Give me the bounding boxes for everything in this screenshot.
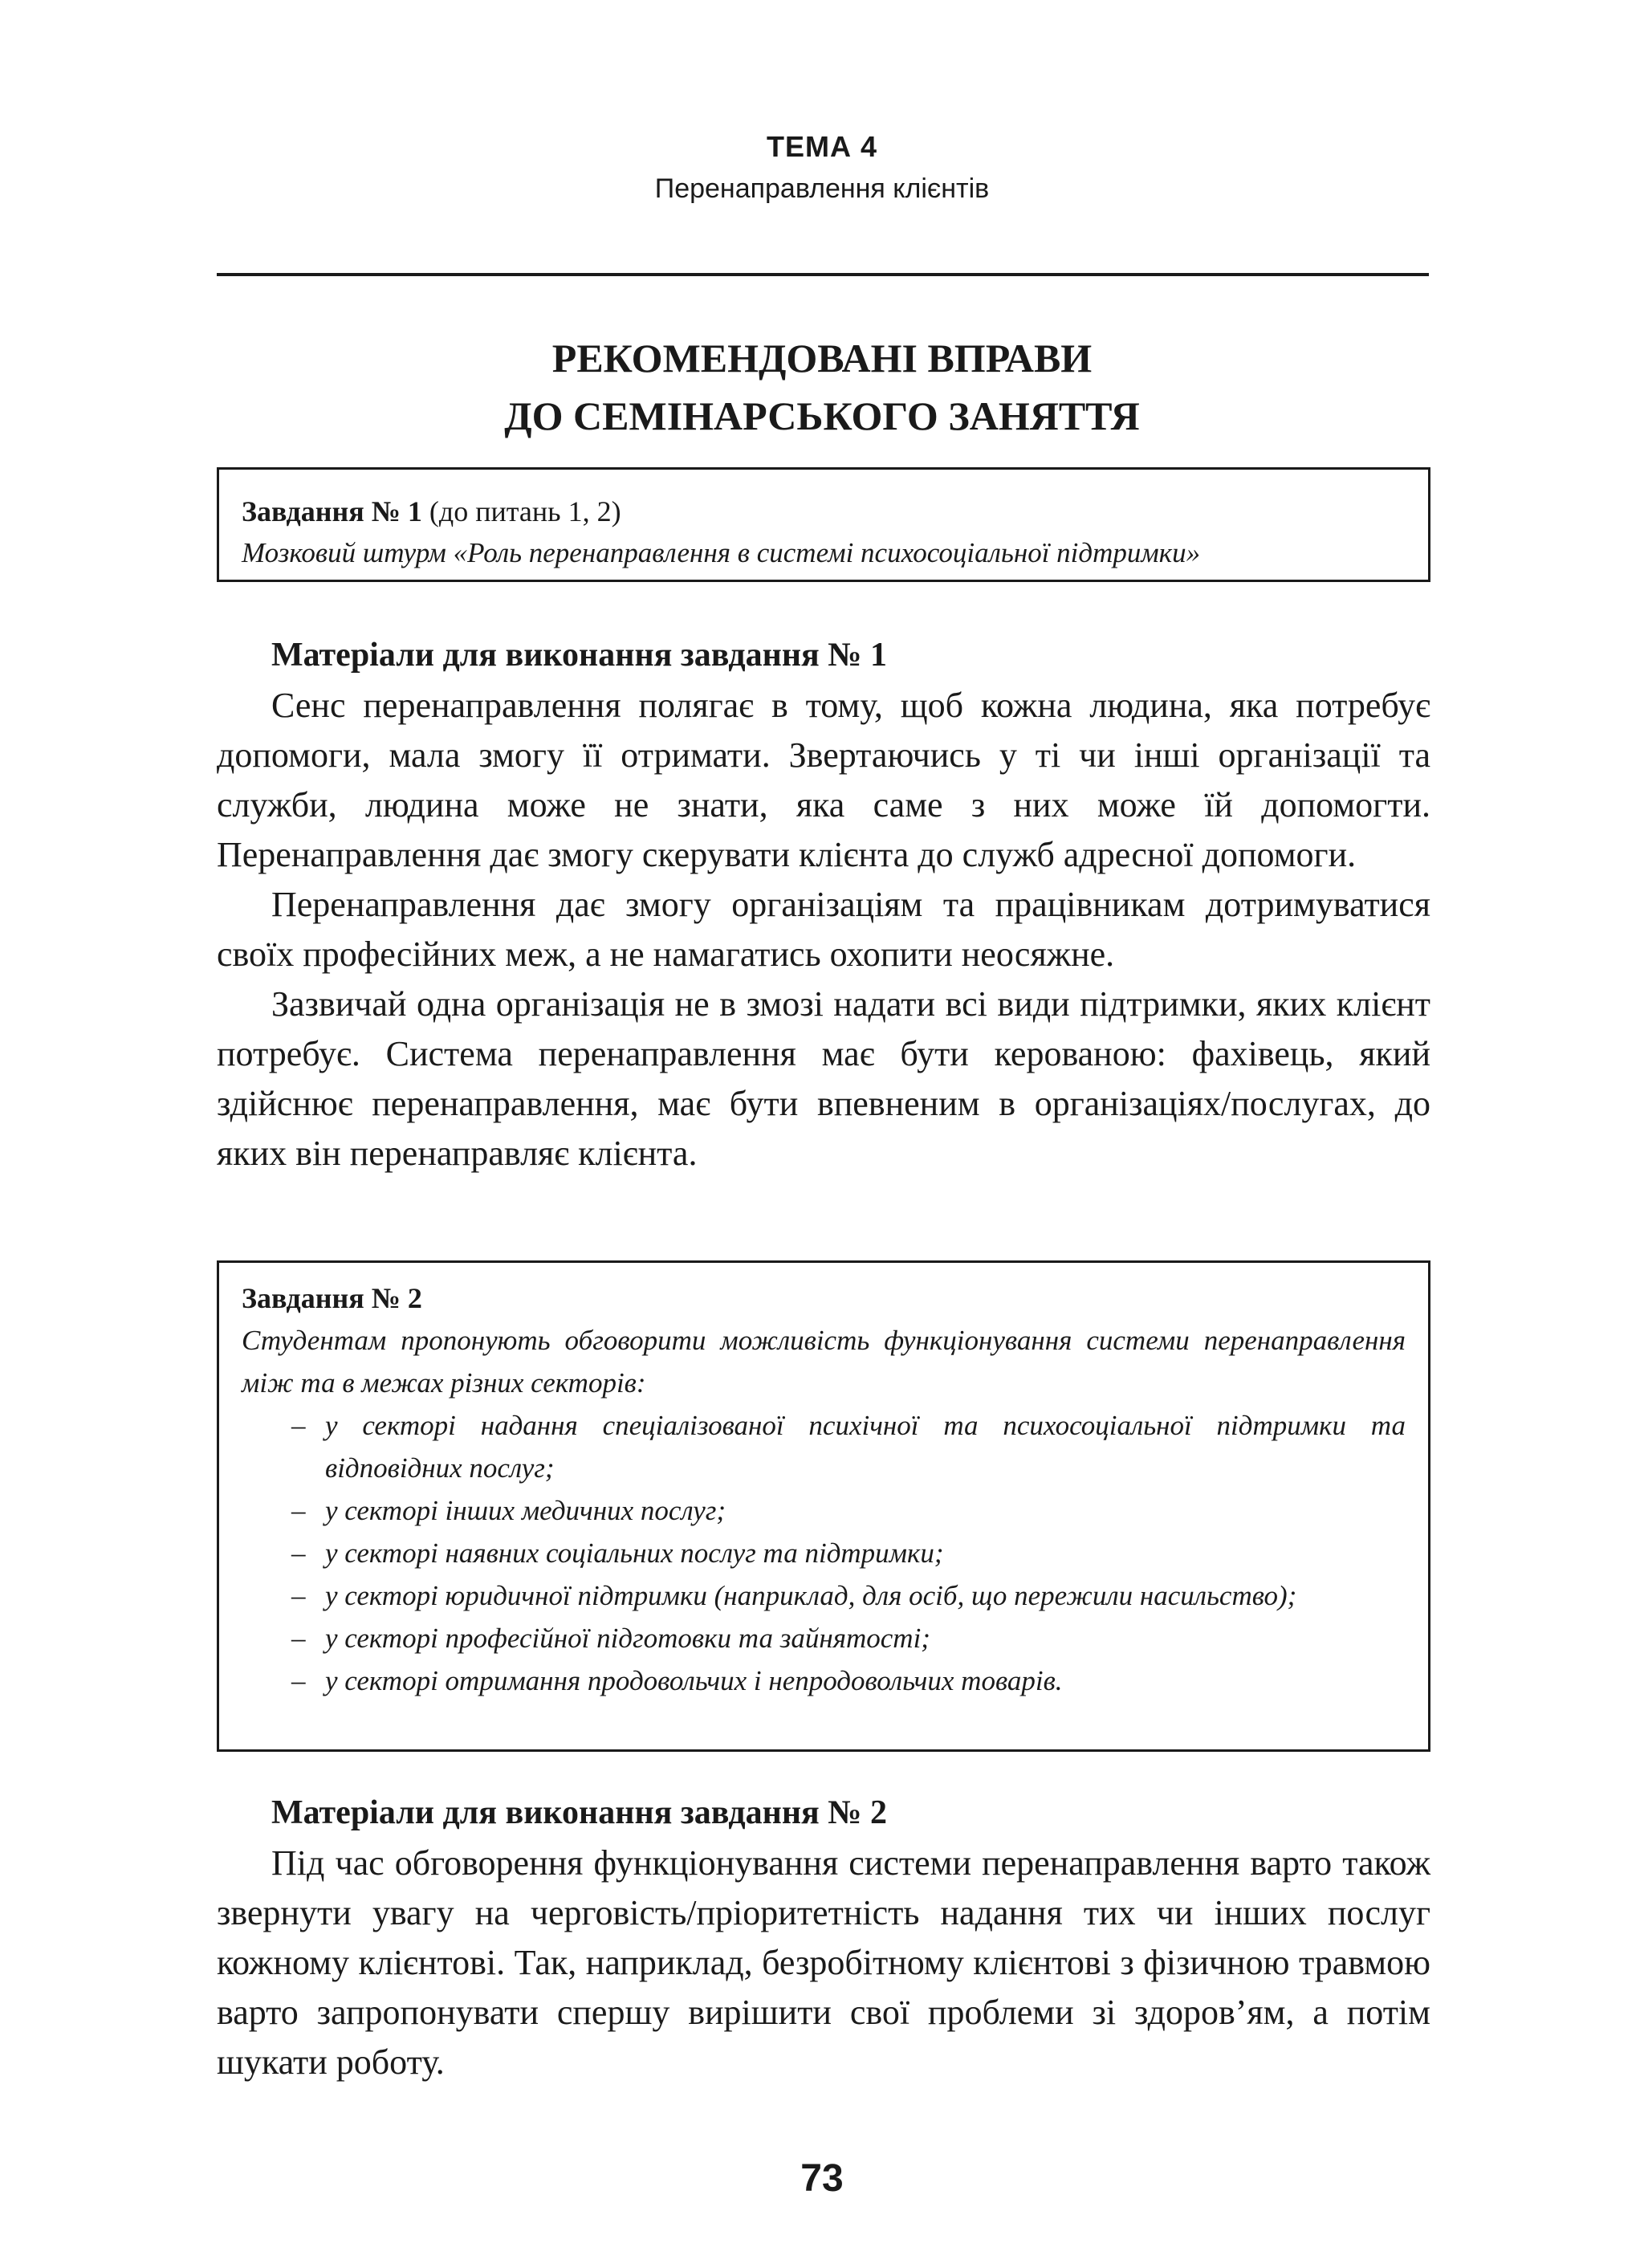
materials-1-paragraph: Зазвичай одна організація не в змозі надати всі види підтримки, яких клієнт потребує. Система перенаправлення має бути керованою: фахівець, який здійснює перенаправлення, має бути впевненим в організаціях/послугах, до яких він перенаправляє клієнта. (217, 984, 1430, 1173)
running-header-theme-label: ТЕМА 4 (766, 130, 877, 163)
task-1-label: Завдання № 1 (242, 495, 422, 527)
list-dash: – (291, 1665, 306, 1696)
list-item: – у секторі юридичної підтримки (наприклад, для осіб, що пережили насильство); (242, 1574, 1406, 1617)
materials-1-paragraph: Сенс перенаправлення полягає в тому, щоб кожна людина, яка потребує допомоги, мала змогу її отримати. Звертаючись у ті чи інші організації та служби, людина може не знати, яка саме з них може їй допомогти. Перенаправлення дає змогу скерувати клієнта до служб адресної допомоги. (217, 686, 1430, 874)
task-1-heading (242, 491, 1406, 532)
section-title-line-2: ДО СЕМІНАРСЬКОГО ЗАНЯТТЯ (504, 393, 1140, 438)
materials-2-title: Матеріали для виконання завдання № 2 (271, 1794, 887, 1831)
running-header-theme-title: Перенаправлення клієнтів (654, 173, 990, 204)
list-item: – у секторі професійної підготовки та зайнятості; (242, 1617, 1406, 1659)
task-1-note: (до питань 1, 2) (421, 495, 621, 527)
list-item: – у секторі отримання продовольчих і непродовольчих товарів. (242, 1659, 1406, 1702)
list-dash: – (291, 1410, 306, 1441)
list-dash: – (291, 1623, 306, 1654)
list-dash: – (291, 1495, 306, 1526)
materials-2-section (217, 1787, 1430, 2087)
header-divider (217, 273, 1429, 276)
list-item: – у секторі надання спеціалізованої психічної та психосоціальної підтримки та відповідних послуг; (242, 1404, 1406, 1489)
materials-1-paragraph: Перенаправлення дає змогу організаціям та працівникам дотримуватися своїх професійних меж, а не намагатись охопити неосяжне. (217, 885, 1430, 974)
list-dash: – (291, 1537, 306, 1569)
materials-2-paragraph: Під час обговорення функціонування системи перенаправлення варто також звернути увагу на черговість/пріоритетність надання тих чи інших послуг кожному клієнтові. Так, наприклад, безробітному клієнтові з фізичною травмою варто запропонувати спершу вирішити свої проблеми зі здоров’ям, а потім шукати роботу. (217, 1843, 1430, 2082)
task-1-subtitle: Мозковий штурм «Роль перенаправлення в системі психосоціальної підтримки» (242, 537, 1201, 568)
task-2-label: Завдання № 2 (242, 1282, 422, 1314)
task-2-sector-list (242, 1404, 1406, 1702)
task-2-box (217, 1260, 1430, 1752)
materials-1-title: Матеріали для виконання завдання № 1 (271, 637, 887, 674)
page-number: 73 (800, 2157, 844, 2200)
list-dash: – (291, 1580, 306, 1611)
task-2-heading (242, 1277, 1406, 1319)
list-item: – у секторі інших медичних послуг; (242, 1489, 1406, 1532)
list-item: – у секторі наявних соціальних послуг та підтримки; (242, 1532, 1406, 1574)
task-1-box (217, 467, 1430, 582)
section-title-line-1: РЕКОМЕНДОВАНІ ВПРАВИ (551, 336, 1093, 381)
section-title (0, 329, 1644, 445)
task-2-intro: Студентам пропонують обговорити можливість функціонування системи перенаправлення між та в межах різних секторів: (242, 1325, 1406, 1399)
materials-1-section (217, 629, 1430, 1179)
